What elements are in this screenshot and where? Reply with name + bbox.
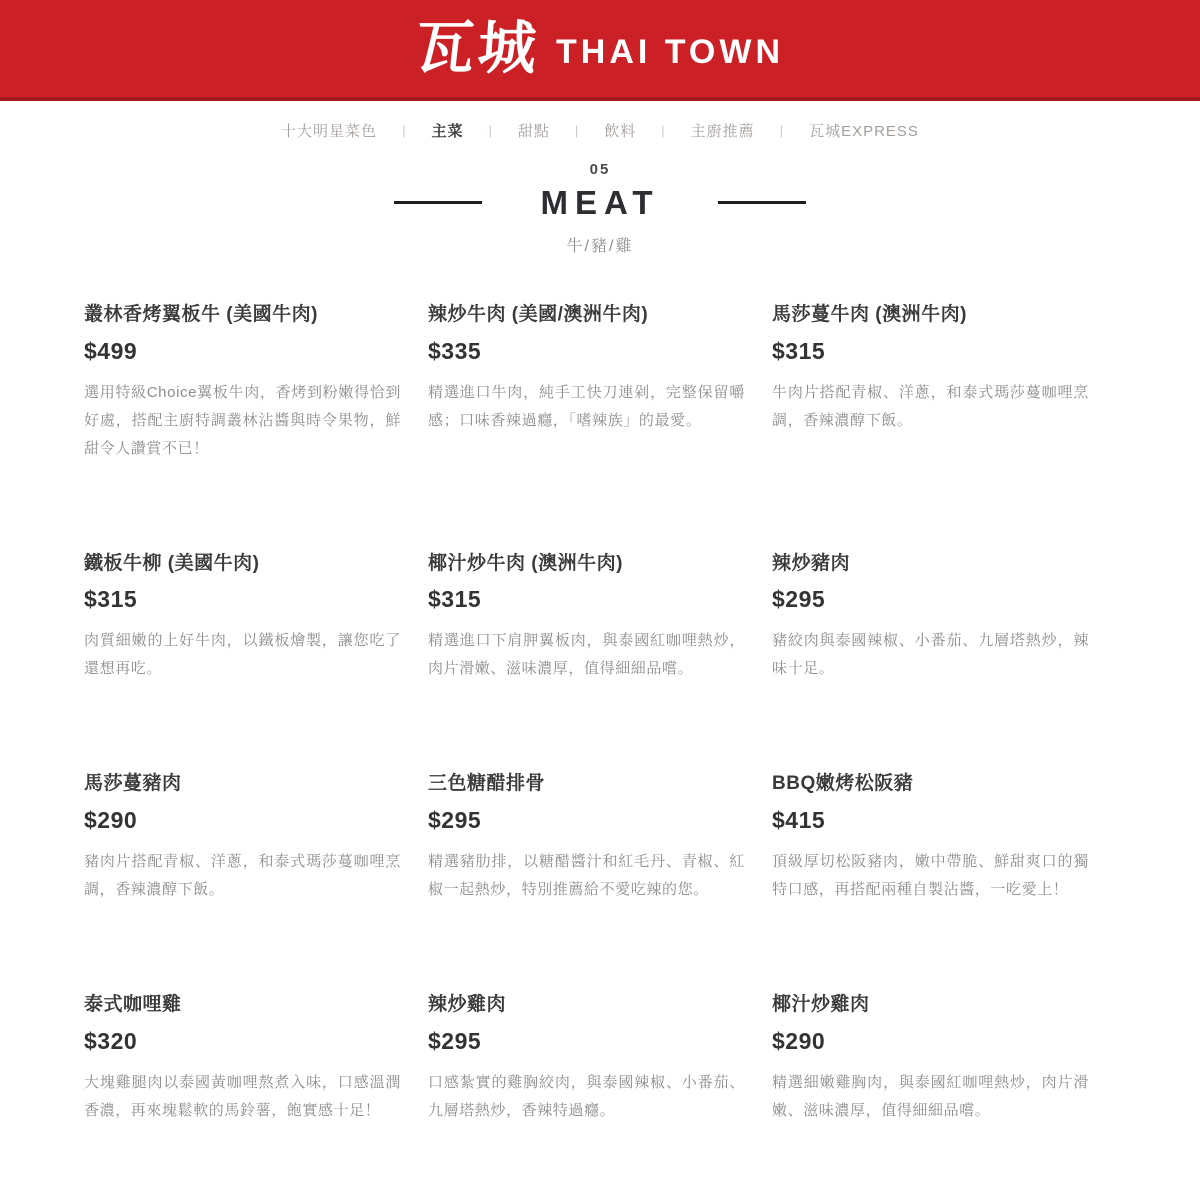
menu-item-price: $415 xyxy=(772,806,826,833)
menu-item-name: 椰汁炒牛肉 (澳洲牛肉) xyxy=(428,552,623,574)
menu-item-name: 椰汁炒雞肉 xyxy=(772,993,870,1015)
menu-item-description: 精選豬肋排，以糖醋醬汁和紅毛丹、青椒、紅椒一起熱炒，特別推薦給不愛吃辣的您。 xyxy=(428,852,745,898)
menu-item-description: 豬肉片搭配青椒、洋蔥，和泰式瑪莎蔓咖哩烹調，香辣濃醇下飯。 xyxy=(84,852,401,898)
menu-item-name: 馬莎蔓牛肉 (澳洲牛肉) xyxy=(772,304,967,325)
menu-item-card xyxy=(772,992,1089,1125)
nav-item-2[interactable]: 甜點 xyxy=(517,123,550,140)
nav-separator: | xyxy=(402,123,407,138)
menu-item-name: 泰式咖哩雞 xyxy=(84,993,182,1015)
menu-item-card xyxy=(772,771,1089,904)
nav-item-5[interactable]: 瓦城EXPRESS xyxy=(809,123,919,140)
menu-item-name: 馬莎蔓豬肉 xyxy=(84,773,182,795)
menu-item-description: 牛肉片搭配青椒、洋蔥，和泰式瑪莎蔓咖哩烹調，香辣濃醇下飯。 xyxy=(772,383,1089,429)
menu-item-description: 肉質細嫩的上好牛肉，以鐵板燴製，讓您吃了還想再吃。 xyxy=(84,632,401,678)
menu-item-card xyxy=(428,302,745,463)
nav-item-4[interactable]: 主廚推薦 xyxy=(690,123,755,140)
nav-item-0[interactable]: 十大明星菜色 xyxy=(281,123,378,140)
brand-logo[interactable] xyxy=(413,15,785,81)
nav-separator: | xyxy=(488,123,493,138)
nav-separator: | xyxy=(779,123,785,138)
menu-item-description: 精選進口牛肉，純手工快刀連剁，完整保留嚼感；口味香辣過癮，「嗜辣族」的最愛。 xyxy=(428,383,745,429)
title-rule-right xyxy=(718,201,806,204)
menu-item-price: $295 xyxy=(772,586,826,613)
menu-item-price: $315 xyxy=(428,586,482,613)
menu-item-description: 口感紮實的雞胸絞肉，與泰國辣椒、小番茄、九層塔熱炒，香辣特過癮。 xyxy=(428,1073,745,1119)
nav-separator: | xyxy=(661,123,666,138)
menu-item-price: $295 xyxy=(428,1027,482,1054)
menu-item-name: 三色糖醋排骨 xyxy=(428,773,546,795)
section-number: 05 xyxy=(589,161,611,178)
menu-item-description: 大塊雞腿肉以泰國黃咖哩熬煮入味，口感溫潤香濃，再來塊鬆軟的馬鈴薯，飽實感十足！ xyxy=(84,1073,401,1119)
menu-item-card xyxy=(84,992,401,1125)
menu-item-card xyxy=(428,771,745,904)
menu-item-card xyxy=(84,551,401,684)
main-nav xyxy=(0,116,1200,145)
menu-item-price: $315 xyxy=(84,586,138,613)
menu-grid xyxy=(84,302,1090,1125)
menu-item-name: 鐵板牛柳 (美國牛肉) xyxy=(84,552,260,574)
menu-item-description: 豬絞肉與泰國辣椒、小番茄、九層塔熱炒，辣味十足。 xyxy=(772,632,1089,678)
menu-item-name: 辣炒牛肉 (美國/澳洲牛肉) xyxy=(428,304,649,325)
menu-item-card xyxy=(84,302,401,463)
menu-item-name: 辣炒雞肉 xyxy=(428,993,507,1015)
menu-item-price: $290 xyxy=(84,806,138,833)
menu-item-name: 叢林香烤翼板牛 (美國牛肉) xyxy=(84,304,318,325)
menu-item-card xyxy=(428,992,745,1125)
menu-item-price: $499 xyxy=(84,337,138,364)
brand-logo-en: THAI TOWN xyxy=(556,32,785,71)
brand-logo-cjk: 瓦城 xyxy=(413,15,543,81)
menu-item-price: $295 xyxy=(428,806,482,833)
menu-item-card xyxy=(772,302,1089,463)
menu-item-price: $315 xyxy=(772,337,826,364)
menu-item-card xyxy=(428,551,745,684)
nav-item-1[interactable]: 主菜 xyxy=(431,123,464,140)
menu-item-description: 頂級厚切松阪豬肉，嫩中帶脆、鮮甜爽口的獨特口感，再搭配兩種自製沾醬，一吃愛上！ xyxy=(772,852,1089,898)
menu-item-card xyxy=(84,771,401,904)
menu-item-card xyxy=(772,551,1089,684)
menu-item-description: 精選進口下肩胛翼板肉，與泰國紅咖哩熱炒，肉片滑嫩、滋味濃厚，值得細細品嚐。 xyxy=(428,632,745,678)
menu-item-price: $335 xyxy=(428,337,482,364)
section-title: MEAT xyxy=(540,184,660,221)
nav-separator: | xyxy=(574,123,580,138)
menu-item-price: $290 xyxy=(772,1027,826,1054)
menu-item-description: 精選細嫩雞胸肉，與泰國紅咖哩熱炒，肉片滑嫩、滋味濃厚，值得細細品嚐。 xyxy=(772,1073,1089,1119)
menu-item-description: 選用特級Choice翼板牛肉，香烤到粉嫩得恰到好處，搭配主廚特調叢林沾醬與時令果物，鮮甜令人讚賞不已！ xyxy=(84,383,401,457)
header-banner xyxy=(0,0,1200,101)
section-subtitle: 牛/豬/雞 xyxy=(566,238,634,255)
nav-item-3[interactable]: 飲料 xyxy=(604,123,637,140)
menu-item-name: 辣炒豬肉 xyxy=(772,552,851,574)
menu-item-price: $320 xyxy=(84,1027,138,1054)
title-rule-left xyxy=(394,201,482,204)
menu-item-name: BBQ嫩烤松阪豬 xyxy=(772,773,914,795)
section-header xyxy=(0,161,1200,256)
